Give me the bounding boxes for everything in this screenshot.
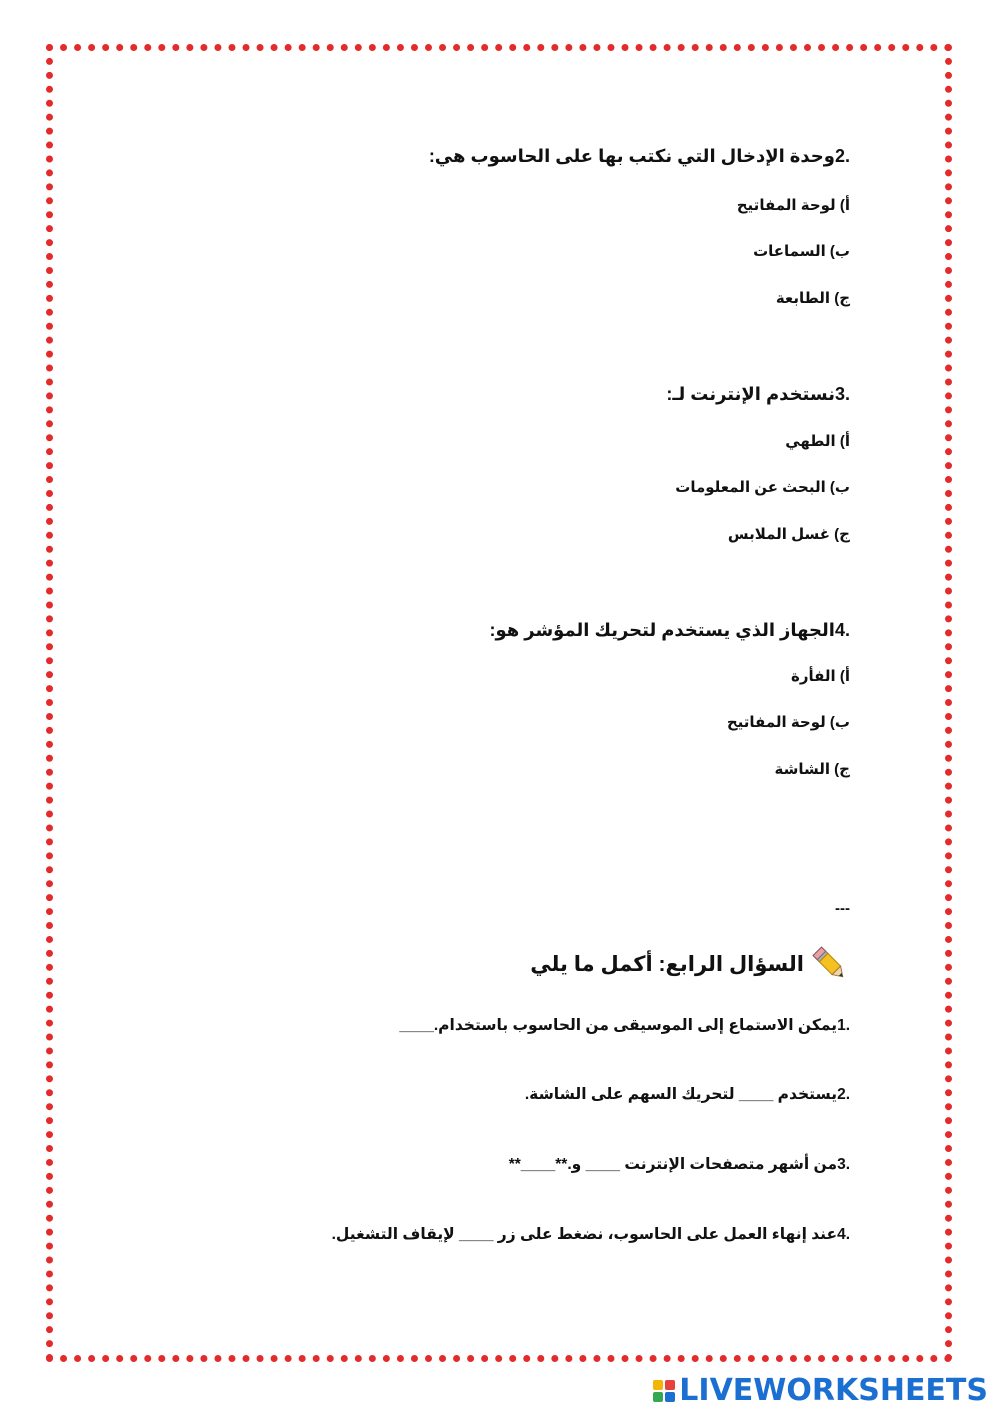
pencil-icon: [810, 944, 850, 984]
question-4-option-b[interactable]: ب) لوحة المفاتيح: [726, 714, 850, 731]
fill-item-2[interactable]: .2يستخدم ____ لتحريك السهم على الشاشة.: [524, 1086, 850, 1103]
question-3-title: .3نستخدم الإنترنت لـ:: [666, 384, 850, 404]
liveworksheets-logo-icon: [653, 1380, 675, 1402]
question-4-option-a[interactable]: أ) الفأرة: [791, 668, 850, 685]
question-3-option-c[interactable]: ج) غسل الملابس: [727, 526, 850, 543]
watermark-text: LIVEWORKSHEETS: [679, 1373, 988, 1408]
question-3-option-b[interactable]: ب) البحث عن المعلومات: [675, 479, 850, 496]
section-4-heading: [530, 944, 850, 984]
question-4-option-c[interactable]: ج) الشاشة: [774, 761, 850, 778]
liveworksheets-watermark: [653, 1373, 988, 1408]
question-2-option-c[interactable]: ج) الطابعة: [775, 290, 850, 307]
question-4-title: .4الجهاز الذي يستخدم لتحريك المؤشر هو:: [489, 620, 850, 640]
fill-item-4[interactable]: .4عند إنهاء العمل على الحاسوب، نضغط على زر ____ لإيقاف التشغيل.: [331, 1226, 850, 1243]
section-4-heading-text: السؤال الرابع: أكمل ما يلي: [530, 952, 804, 976]
fill-item-3[interactable]: .3من أشهر متصفحات الإنترنت ____ و.**____**: [508, 1156, 850, 1173]
question-3-option-a[interactable]: أ) الطهي: [785, 433, 850, 450]
separator-text: ---: [835, 900, 850, 917]
question-2-option-a[interactable]: أ) لوحة المفاتيح: [736, 197, 850, 214]
fill-item-1[interactable]: .1يمكن الاستماع إلى الموسيقى من الحاسوب باستخدام.____: [399, 1017, 850, 1034]
question-2-title: .2وحدة الإدخال التي نكتب بها على الحاسوب هي:: [428, 146, 850, 166]
question-2-option-b[interactable]: ب) السماعات: [753, 243, 850, 260]
